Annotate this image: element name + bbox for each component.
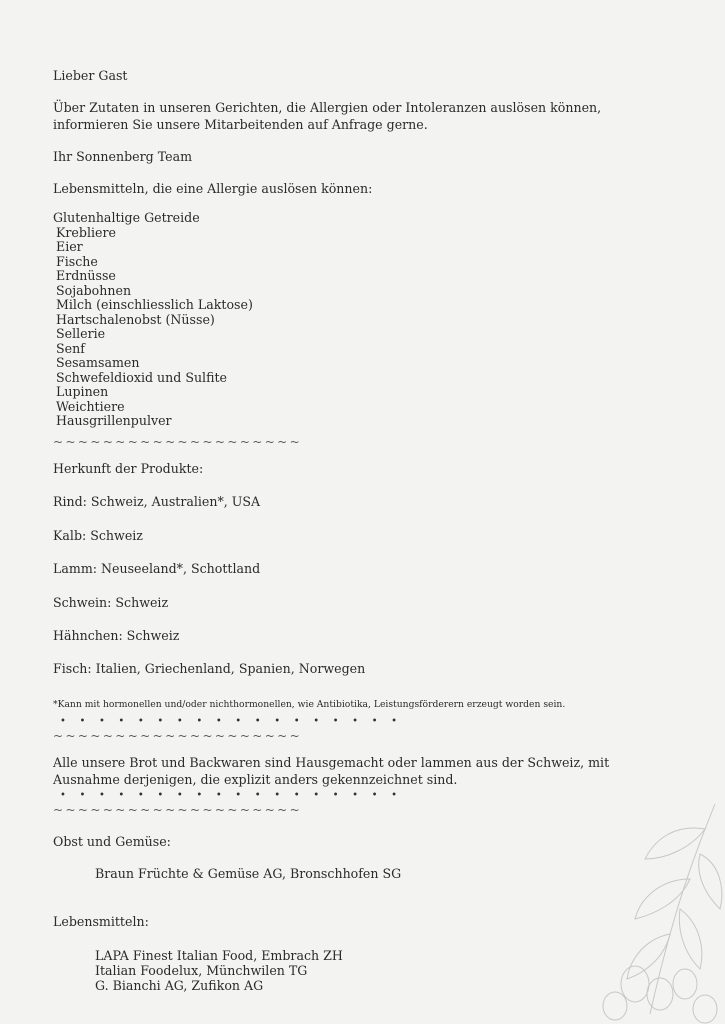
list-item: Fische (56, 253, 98, 269)
olive-branch-illustration (555, 784, 725, 1024)
produce-heading: Obst und Gemüse: (53, 834, 171, 849)
food-supplier: Italian Foodelux, Münchwilen TG (95, 963, 308, 978)
allergen-list (53, 211, 253, 429)
origin-heading: Herkunft der Produkte: (53, 461, 204, 476)
list-item: Sesamsamen (56, 355, 140, 370)
greeting: Lieber Gast (53, 68, 128, 83)
origin-fish: Fisch: Italien, Griechenland, Spanien, Norwegen (53, 661, 366, 676)
list-item: Eier (56, 239, 83, 254)
intro-line-2: informieren Sie unsere Mitarbeitenden auf Anfrage gerne. (53, 117, 428, 132)
list-item: Glutenhaltige Getreide (53, 210, 200, 225)
footnote: *Kann mit hormonellen und/oder nichthormonellen, wie Antibiotika, Leistungsförderern erzeugt worden sein. (53, 699, 566, 710)
dot-divider: • • • • • • • • • • • • • • • • • • (60, 716, 403, 727)
food-heading: Lebensmitteln: (53, 914, 149, 929)
signature: Ihr Sonnenberg Team (53, 149, 193, 164)
tilde-divider: ~~~~~~~~~~~~~~~~~~~~ (53, 729, 303, 743)
bakery-line-1: Alle unsere Brot und Backwaren sind Hausgemacht oder lammen aus der Schweiz, mit (53, 755, 610, 770)
produce-supplier: Braun Früchte & Gemüse AG, Bronschhofen SG (95, 866, 402, 881)
tilde-divider: ~~~~~~~~~~~~~~~~~~~~ (53, 435, 303, 449)
origin-veal: Kalb: Schweiz (53, 528, 143, 543)
origin-pork: Schwein: Schweiz (53, 595, 169, 610)
list-item: Schwefeldioxid und Sulfite (56, 369, 227, 385)
tilde-divider: ~~~~~~~~~~~~~~~~~~~~ (53, 803, 303, 817)
list-item: Erdnüsse (56, 268, 116, 283)
bakery-line-2: Ausnahme derjenigen, die explizit anders gekennzeichnet sind. (53, 772, 458, 787)
intro-line-1: Über Zutaten in unseren Gerichten, die Allergien oder Intoleranzen auslösen können, (53, 100, 602, 115)
food-supplier: G. Bianchi AG, Zufikon AG (95, 978, 264, 993)
list-item: Lupinen (56, 384, 109, 399)
allergens-heading: Lebensmitteln, die eine Allergie auslösen können: (53, 181, 373, 196)
list-item: Krebliere (56, 224, 116, 240)
list-item: Sojabohnen (56, 282, 132, 298)
list-item: Hartschalenobst (Nüsse) (56, 311, 215, 327)
list-item: Sellerie (56, 326, 106, 341)
list-item: Senf (56, 340, 85, 356)
list-item: Weichtiere (56, 398, 125, 414)
food-supplier: LAPA Finest Italian Food, Embrach ZH (95, 948, 343, 963)
dot-divider: • • • • • • • • • • • • • • • • • • (60, 790, 403, 801)
origin-chicken: Hähnchen: Schweiz (53, 628, 180, 643)
origin-beef: Rind: Schweiz, Australien*, USA (53, 494, 261, 509)
origin-lamb: Lamm: Neuseeland*, Schottland (53, 561, 261, 576)
list-item: Milch (einschliesslich Laktose) (56, 297, 253, 312)
list-item: Hausgrillenpulver (56, 413, 172, 428)
